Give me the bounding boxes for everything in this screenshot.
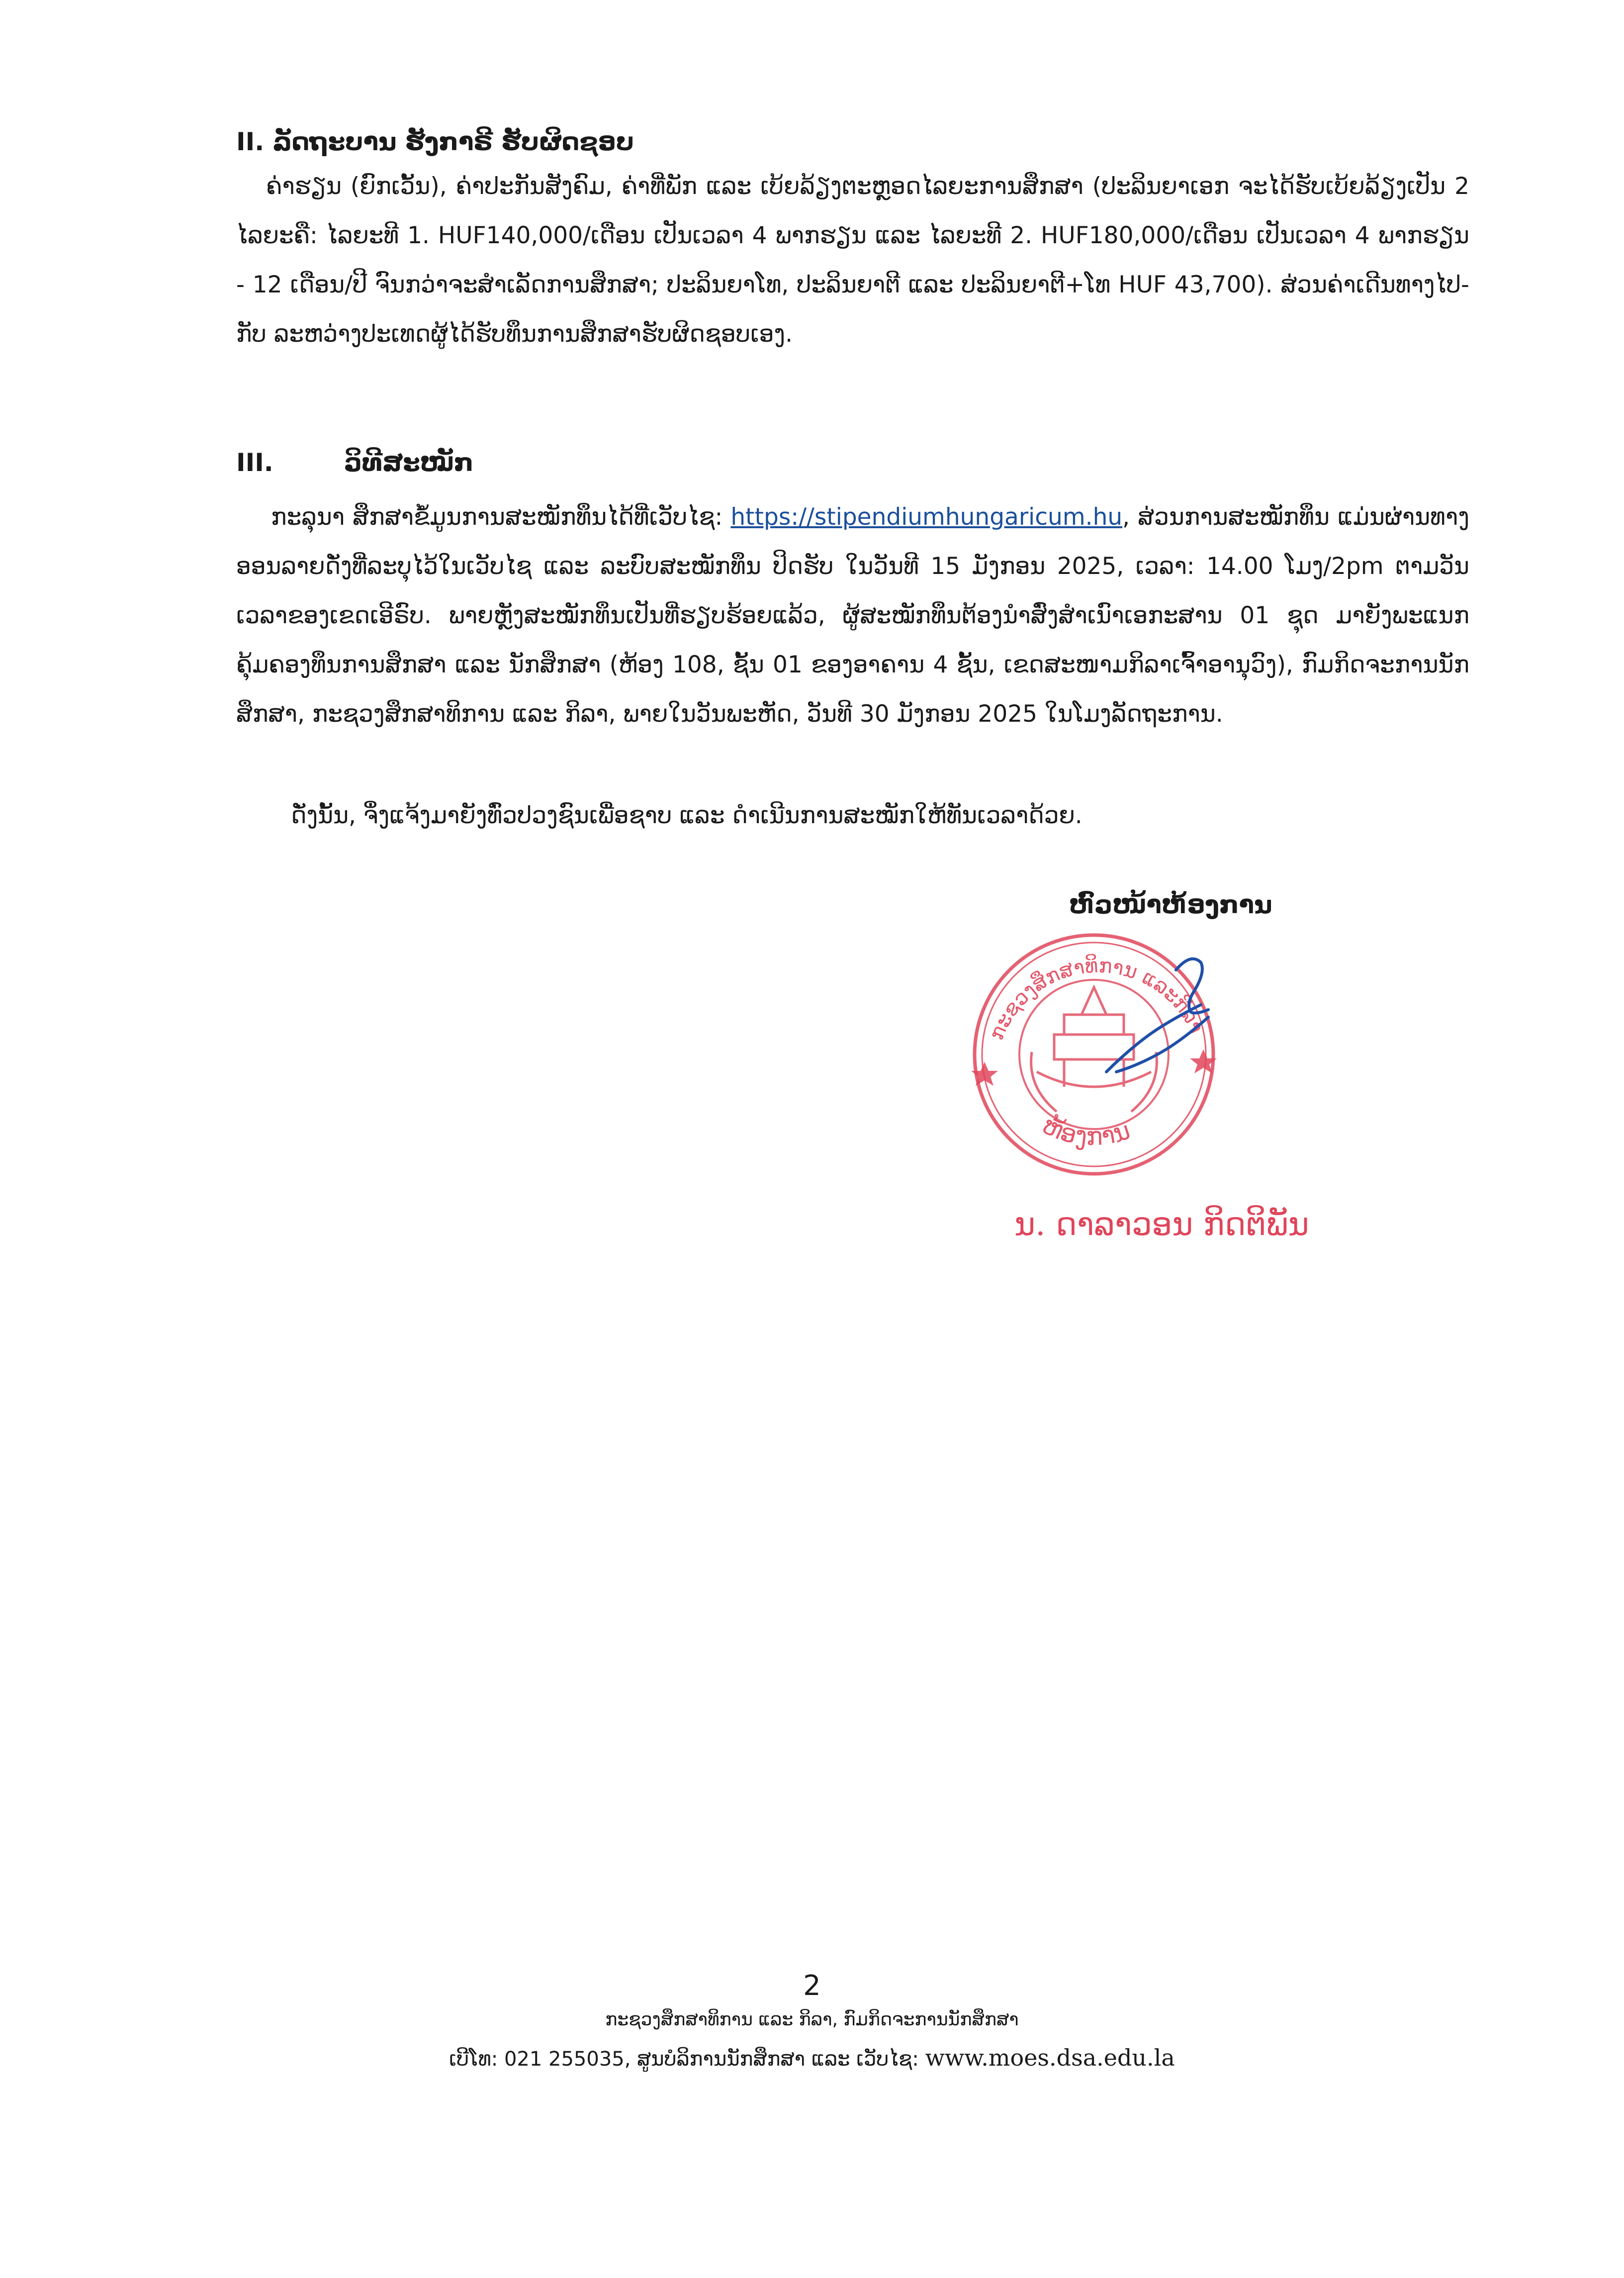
footer-contact-line bbox=[0, 2044, 1624, 2071]
stamp-top-text: ກະຊວງສຶກສາທິການ ແລະກິລາ bbox=[985, 954, 1208, 1044]
closing-paragraph bbox=[236, 791, 1469, 840]
signer-title: ຫົວໜ້າຫ້ອງການ bbox=[1069, 890, 1272, 919]
signer-name: ນ. ດາລາວອນ ກິດຕິພັນ bbox=[1014, 1206, 1309, 1243]
section-2-title: ລັດຖະບານ ຮັງກາຣີ ຮັບຜິດຊອບ bbox=[272, 127, 634, 156]
section-3-paragraph bbox=[236, 492, 1469, 739]
section-2-body: ຄ່າຮຽນ (ຍົກເວັ້ນ), ຄ່າປະກັນສັງຄົມ, ຄ່າທີ່ພັກ ແລະ ເບ້ຍລ້ຽງຕະຫຼອດໄລຍະການສຶກສາ (ປະລິນຍາເອກ ຈະໄດ້ຮັບເບ້ຍລ້ຽງເປັນ 2 ໄລຍະຄື: ໄລຍະທີ 1. HUF140,000/ເດືອນ ເປັນເວລາ 4 ພາກຮຽນ ແລະ ໄລຍະທີ 2. HUF180,000/ເດືອນ ເປັນເວລາ 4 ພາກຮຽນ - 12 ເດືອນ/ປີ ຈົນກວ່າຈະສຳເລັດການສຶກສາ; ປະລິນຍາໂທ, ປະລິນຍາຕີ ແລະ ປະລິນຍາຕີ+ໂທ HUF 43,700). ສ່ວນຄ່າເດີນທາງໄປ-ກັບ ລະຫວ່າງປະເທດຜູ້ໄດ້ຮັບທຶນການສຶກສາຮັບຜິດຊອບເອງ. bbox=[236, 173, 1469, 348]
section-2-heading bbox=[236, 127, 634, 157]
footer-website-link[interactable]: www.moes.dsa.edu.la bbox=[925, 2044, 1175, 2071]
closing-text: ດັ່ງນັ້ນ, ຈຶ່ງແຈ້ງມາຍັງທົ່ວປວງຊົນເພື່ອຊາບ ແລະ ດຳເນີນການສະໝັກໃຫ້ທັນເວລາດ້ວຍ. bbox=[291, 802, 1083, 829]
section-3-body-end: , ສ່ວນການສະໝັກທຶນ ແມ່ນຜ່ານທາງອອນລາຍດັ່ງທີ່ລະບຸໄວ້ໃນເວັບໄຊ ແລະ ລະບົບສະໝັກທຶນ ປິດຮັບ ໃນວັນທີ 15 ມັງກອນ 2025, ເວລາ: 14.00 ໂມງ/2pm ຕາມວັນເວລາຂອງເຂດເອີຣົບ. ພາຍຫຼັງສະໝັກທຶນເປັນທີ່ຮຽບຮ້ອຍແລ້ວ, ຜູ້ສະໝັກທຶນຕ້ອງນຳສົ່ງສຳເນົາເອກະສານ 01 ຊຸດ ມາຍັງພະແນກຄຸ້ມຄອງທຶນການສຶກສາ ແລະ ນັກສຶກສາ (ຫ້ອງ 108, ຊັ້ນ 01 ຂອງອາຄານ 4 ຊັ້ນ, ເຂດສະໜາມກິລາເຈົ້າອານຸວົງ), ກົມກິດຈະການນັກສຶກສາ, ກະຊວງສຶກສາທິການ ແລະ ກິລາ, ພາຍໃນວັນພະຫັດ, ວັນທີ 30 ມັງກອນ 2025 ໃນໂມງລັດຖະການ. bbox=[236, 503, 1469, 728]
svg-text:ຫ້ອງການ bbox=[1038, 1110, 1134, 1151]
section-3-body-start: ກະລຸນາ ສຶກສາຂໍ້ມູນການສະໝັກທຶນໄດ້ທີ່ເວັບໄຊ: bbox=[271, 503, 731, 531]
section-2-paragraph bbox=[236, 162, 1469, 359]
stipendium-website-link[interactable]: https://stipendiumhungaricum.hu bbox=[730, 503, 1123, 531]
section-2-number: II. bbox=[236, 127, 265, 156]
section-3-title: ວິທີສະໝັກ bbox=[344, 448, 474, 477]
section-3-heading bbox=[236, 448, 473, 477]
footer-phone-text: ເບີໂທ: 021 255035, ສູນບໍລິການນັກສຶກສາ ແລະ ເວັບໄຊ: bbox=[449, 2048, 925, 2071]
stamp-bottom-text: ຫ້ອງການ bbox=[1038, 1110, 1134, 1151]
page-number: 2 bbox=[803, 1970, 821, 2002]
official-stamp-icon bbox=[957, 923, 1236, 1181]
footer-ministry-line: ກະຊວງສຶກສາທິການ ແລະ ກິລາ, ກົມກິດຈະການນັກສຶກສາ bbox=[605, 2009, 1019, 2030]
section-3-number: III. bbox=[236, 448, 273, 477]
